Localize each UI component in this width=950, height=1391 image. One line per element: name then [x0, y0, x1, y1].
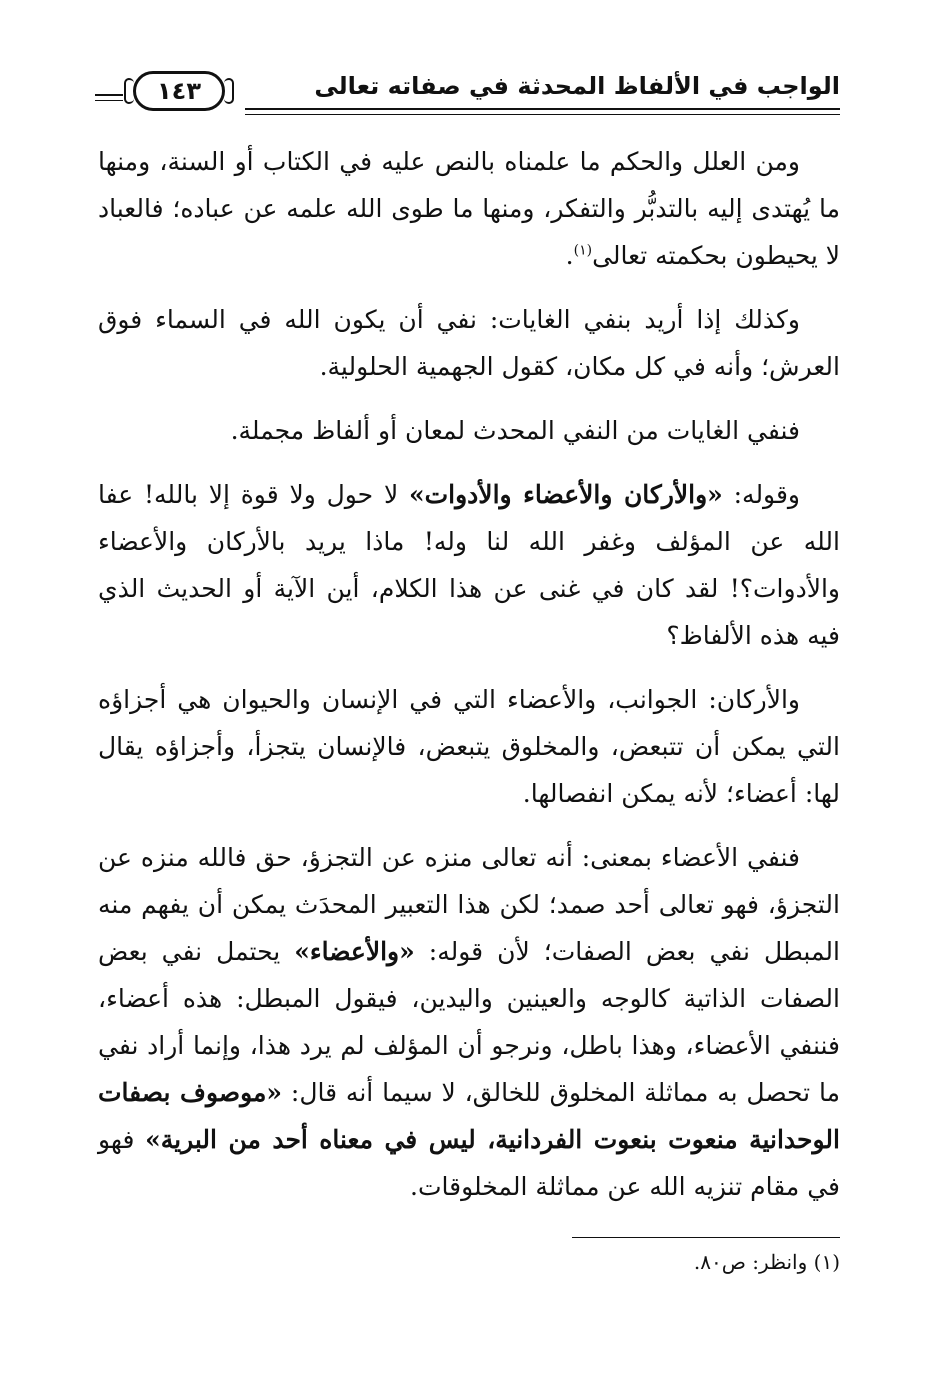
header-rule-top: [245, 108, 840, 110]
text-run: .: [565, 241, 574, 270]
bold-quote: «والأركان والأعضاء والأدوات»: [409, 480, 723, 509]
footnote-text: وانظر: ص٨٠.: [693, 1250, 808, 1274]
text-run: لا حول ولا قوة إلا بالله! عفا الله عن المؤلف وغفر الله لنا وله! ماذا يريد بالأركان والأعضاء والأدوات؟! لقد كان في غنى عن هذا الكلام، أين الآية أو الحديث الذي فيه هذه الألفاظ؟: [98, 480, 840, 650]
footnote-reference: (١): [573, 242, 593, 259]
running-header-title: الواجب في الألفاظ المحدثة في صفاته تعالى: [314, 72, 840, 100]
header-rule-left-top: [95, 94, 123, 96]
header-rule-left-bottom: [95, 100, 123, 101]
text-run: وكذلك إذا أريد بنفي الغايات: نفي أن يكون الله في السماء فوق العرش؛ وأنه في كل مكان، كقول الجهمية الحلولية.: [98, 305, 840, 381]
text-run: فنفي الغايات من النفي المحدث لمعان أو ألفاظ مجملة.: [230, 416, 800, 445]
text-run: فهو في مقام تنزيه الله عن مماثلة المخلوقات.: [98, 1125, 840, 1201]
text-run: يحتمل نفي بعض الصفات الذاتية كالوجه والعينين واليدين، فيقول المبطل: هذه أعضاء، فننفي الأعضاء، وهذا باطل، ونرجو أن المؤلف لم يرد هذا، وإنما أراد نفي ما تحصل به مماثلة المخلوق للخالق، لا سيما أنه قال:: [98, 937, 840, 1107]
text-run: ومن العلل والحكم ما علمناه بالنص عليه في الكتاب أو السنة، ومنها ما يُهتدى إليه بالتدبُّر والتفكر، ومنها ما طوى الله علمه عن عباده؛ فالعباد لا يحيطون بحكمته تعالى: [98, 147, 840, 270]
page-number: ١٤٣: [133, 71, 225, 111]
main-text: [98, 138, 840, 1227]
paragraph: [98, 296, 840, 390]
text-run: فنفي الأعضاء بمعنى: أنه تعالى منزه عن التجزؤ، حق فالله منزه عن التجزؤ، فهو تعالى أحد صمد؛ لكن هذا التعبير المحدَث يمكن أن يفهم منه المبطل نفي بعض الصفات؛ لأن قوله:: [98, 843, 840, 966]
text-run: والأركان: الجوانب، والأعضاء التي في الإنسان والحيوان هي أجزاؤه التي يمكن أن تتبعض، والمخلوق يتبعض، فالإنسان يتجزأ، وأجزاؤه يقال لها: أعضاء؛ لأنه يمكن انفصالها.: [98, 685, 840, 808]
paragraph: [98, 407, 840, 454]
footnote-separator: [572, 1237, 840, 1238]
bold-quote: «والأعضاء»: [294, 937, 415, 966]
footnote-marker: (١): [813, 1250, 840, 1274]
header-rule-bottom: [245, 114, 840, 115]
bold-quote: «موصوف بصفات الوحدانية منعوت بنعوت الفردانية، ليس في معناه أحد من البرية»: [98, 1078, 840, 1154]
footnote-1: [694, 1246, 840, 1278]
paragraph: [98, 676, 840, 817]
text-run: وقوله:: [722, 480, 800, 509]
paragraph: [98, 471, 840, 659]
paragraph: [98, 834, 840, 1210]
paragraph: [98, 138, 840, 279]
running-header: [95, 58, 840, 128]
